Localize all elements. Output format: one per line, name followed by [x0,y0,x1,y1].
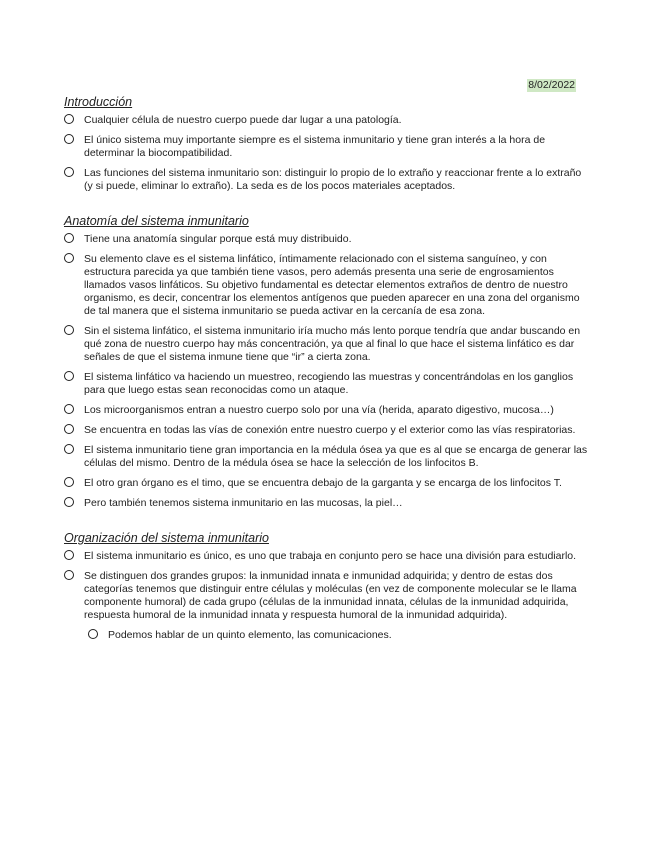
list-item-text: Los microorganismos entran a nuestro cuerpo solo por una vía (herida, aparato digestivo, mucosa…) [84,404,554,416]
circle-bullet-icon [64,167,74,177]
circle-bullet-icon [64,253,74,263]
list-item-text: Su elemento clave es el sistema linfático, íntimamente relacionado con el sistema sanguíneo, y con estructura parecida ya que también tiene vasos, pero además presenta una serie de engrosamientos llamados vasos linfáticos. Su objetivo fundamental es detectar elementos extraños de dentro de nuestro organismo, es decir, concentrar los elementos antígenos que pueden aparecer en una zona del organismo de tal manera que el sistema inmunitario se pueda activar en la cercanía de esa zona. [84,253,580,317]
list-item-text: Sin el sistema linfático, el sistema inmunitario iría mucho más lento porque tendría que andar buscando en qué zona de nuestro cuerpo hay más concentración, ya que al final lo que hace el sistema linfático es dar señales de que el sistema inmune tiene que “ir” a cierta zona. [84,325,581,363]
list-item [64,550,588,563]
circle-bullet-icon [64,371,74,381]
section-anatomia [64,213,588,510]
list-item-text: El sistema inmunitario tiene gran importancia en la médula ósea ya que es al que se encarga de generar las células del mismo. Dentro de la médula ósea se hace la selección de los linfocitos B. [84,444,588,469]
list-item [64,325,588,364]
circle-bullet-icon [64,477,74,487]
list-item-text: Las funciones del sistema inmunitario son: distinguir lo propio de lo extraño y reaccionar frente a lo extraño (y si puede, eliminar lo extraño). La seda es de los pocos materiales aceptados. [84,167,582,192]
list-item [64,477,588,490]
list-subitem [88,629,588,642]
section-introduccion [64,94,588,193]
list-item-text: Podemos hablar de un quinto elemento, las comunicaciones. [108,629,392,641]
list-item-text: Tiene una anatomía singular porque está muy distribuido. [84,233,352,245]
list-item-text: Cualquier célula de nuestro cuerpo puede dar lugar a una patología. [84,114,402,126]
list-item-text: Pero también tenemos sistema inmunitario en las mucosas, la piel… [84,497,403,509]
list-item-text: Se encuentra en todas las vías de conexión entre nuestro cuerpo y el exterior como las vías respiratorias. [84,424,576,436]
section-title: Organización del sistema inmunitario [64,531,269,545]
list-item-text: El sistema inmunitario es único, es uno que trabaja en conjunto pero se hace una división para estudiarlo. [84,550,577,562]
list-item [64,233,588,246]
circle-bullet-icon [64,570,74,580]
list-item-text: El otro gran órgano es el timo, que se encuentra debajo de la garganta y se encarga de los linfocitos T. [84,477,562,489]
list-item [64,497,588,510]
section-title: Anatomía del sistema inmunitario [64,214,249,228]
list-item [64,371,588,397]
list-item [64,444,588,470]
section-organizacion [64,530,588,642]
circle-bullet-icon [64,404,74,414]
document-content [64,94,588,662]
bullet-list [64,233,588,510]
circle-bullet-icon [64,325,74,335]
bullet-list [64,114,588,193]
circle-bullet-icon [64,233,74,243]
list-item-text: El único sistema muy importante siempre es el sistema inmunitario y tiene gran interés a la hora de determinar la biocompatibilidad. [84,134,546,159]
section-title: Introducción [64,95,133,109]
list-item-text: Se distinguen dos grandes grupos: la inmunidad innata e inmunidad adquirida; y dentro de estas dos categorías tenemos que distinguir entre células y moléculas (en vez de componente molecular se le llama componente humoral) de cada grupo (células de la inmunidad innata, células de la inmunidad adquirida, respuesta humoral de la inmunidad innata y respuesta humoral de la inmunidad adquirida). [84,570,577,621]
circle-bullet-icon [64,444,74,454]
list-item [64,114,588,127]
list-item [64,404,588,417]
list-item [64,570,588,622]
date-label: 8/02/2022 [528,79,575,91]
bullet-list [64,550,588,642]
list-item [64,167,588,193]
list-item [64,253,588,318]
list-item-text: El sistema linfático va haciendo un muestreo, recogiendo las muestras y concentrándolas en los ganglios para que luego estas sean reconocidas como un ataque. [84,371,574,396]
list-item [64,134,588,160]
circle-bullet-icon [88,629,98,639]
circle-bullet-icon [64,550,74,560]
circle-bullet-icon [64,114,74,124]
list-item [64,424,588,437]
circle-bullet-icon [64,497,74,507]
circle-bullet-icon [64,134,74,144]
circle-bullet-icon [64,424,74,434]
